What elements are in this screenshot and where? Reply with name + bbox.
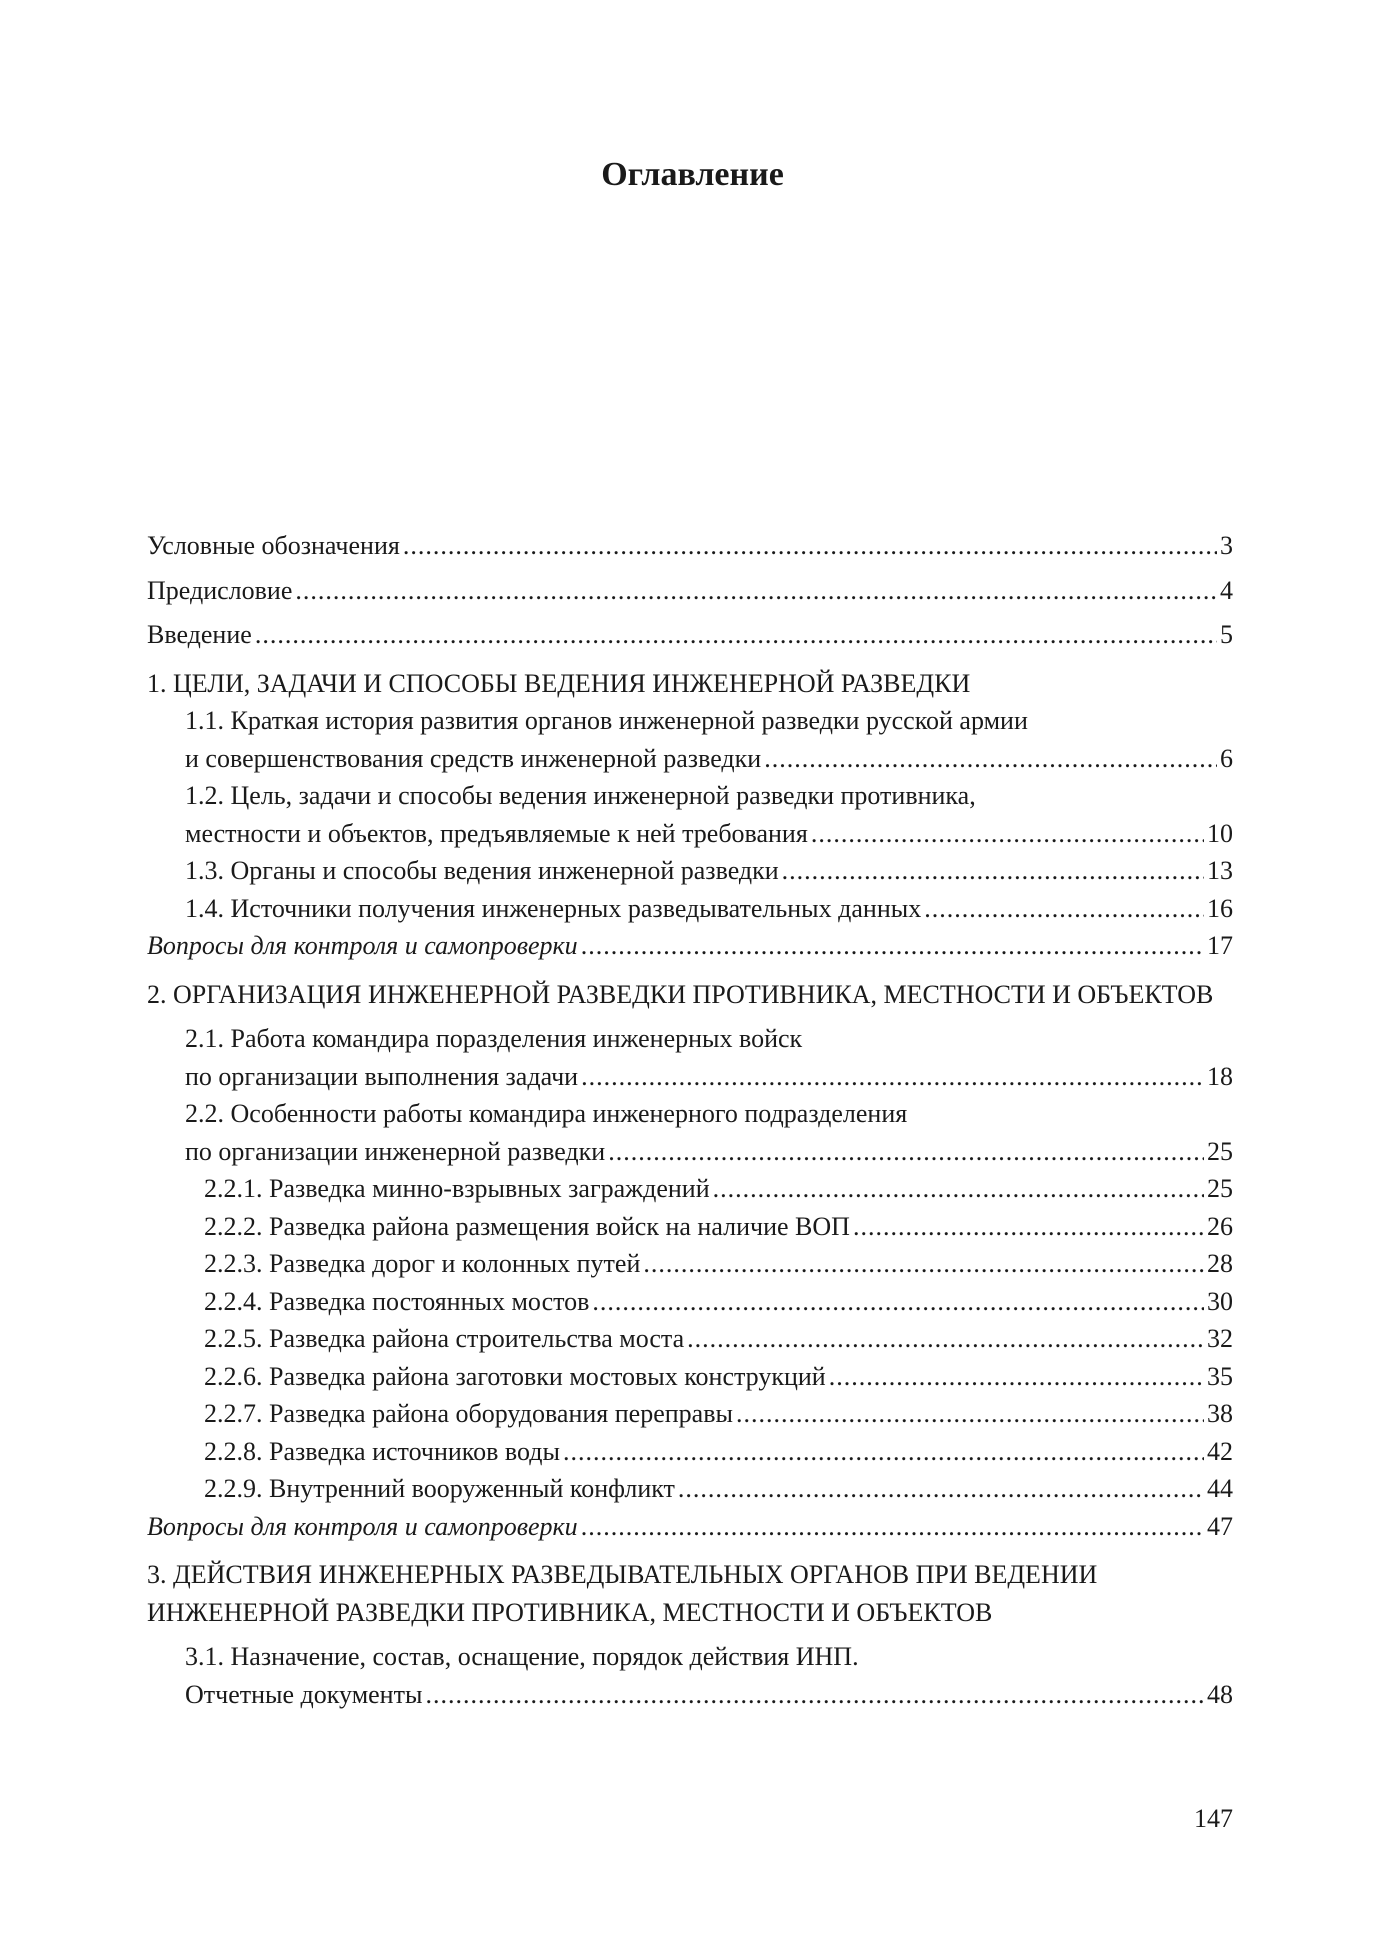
toc-entry-page: 25	[1207, 1174, 1233, 1203]
toc-chapter-title: ИНЖЕНЕРНОЙ РАЗВЕДКИ ПРОТИВНИКА, МЕСТНОСТИ И ОБЪЕКТОВ	[147, 1597, 993, 1627]
toc-entry	[147, 527, 1233, 565]
toc-entry-page: 44	[1207, 1474, 1233, 1503]
toc-entry-page: 13	[1207, 856, 1233, 885]
toc-entry-title: 2.2.8. Разведка источников воды	[204, 1436, 560, 1466]
dot-leader	[643, 1245, 1204, 1283]
toc-entry-title: 2.2.4. Разведка постоянных мостов	[204, 1286, 590, 1316]
dot-leader	[782, 852, 1204, 890]
toc-entry-page: 42	[1207, 1436, 1233, 1466]
toc-entry	[147, 1433, 1233, 1471]
toc-entry-title: и совершенствования средств инженерной разведки	[185, 743, 762, 773]
toc-entry-page: 10	[1207, 818, 1233, 848]
toc-entry-line	[147, 702, 1233, 740]
toc-entry-page: 16	[1207, 893, 1233, 923]
toc-entry-page: 32	[1207, 1324, 1233, 1353]
toc-entry-title: 2.1. Работа командира поразделения инженерных войск	[185, 1024, 803, 1053]
dot-leader	[295, 572, 1217, 610]
toc-entry-title: 2.2. Особенности работы командира инженерного подразделения	[185, 1099, 908, 1128]
dot-leader	[563, 1433, 1204, 1471]
dot-leader	[403, 527, 1217, 565]
toc-entry-page: 38	[1207, 1399, 1233, 1428]
toc-entry-title: 2.2.6. Разведка района заготовки мостовых конструкций	[204, 1361, 826, 1391]
dot-leader	[687, 1320, 1204, 1358]
toc-entry-page: 17	[1207, 931, 1233, 960]
dot-leader	[924, 890, 1204, 928]
toc-entry-title: по организации инженерной разведки	[185, 1136, 606, 1166]
toc-entry-page: 48	[1207, 1679, 1233, 1709]
toc-entry-title: Отчетные документы	[185, 1679, 423, 1709]
dot-leader	[811, 815, 1204, 853]
dot-leader	[425, 1676, 1204, 1714]
toc-entry-page: 3	[1220, 531, 1233, 560]
toc-chapter-heading	[147, 1556, 1233, 1594]
toc-entry-title: 2.2.5. Разведка района строительства моста	[204, 1324, 685, 1353]
toc-entry	[147, 1508, 1233, 1546]
toc-entry	[147, 616, 1233, 654]
dot-leader	[581, 1508, 1204, 1546]
toc-entry-title: местности и объектов, предъявляемые к ней требования	[185, 818, 808, 848]
toc-entry-page: 30	[1207, 1286, 1233, 1316]
dot-leader	[581, 1058, 1204, 1096]
toc-entry-title: Вопросы для контроля и самопроверки	[147, 1511, 578, 1541]
toc-entry-title: 2.2.2. Разведка района размещения войск на наличие ВОП	[204, 1211, 850, 1241]
toc-entry-title: 2.2.9. Внутренний вооруженный конфликт	[204, 1474, 675, 1503]
toc-entry	[147, 1058, 1233, 1096]
toc-entry	[147, 1395, 1233, 1433]
dot-leader	[736, 1395, 1204, 1433]
toc-entry-page: 5	[1220, 620, 1233, 649]
toc-entry-page: 4	[1220, 575, 1233, 605]
toc-entry-title: 1.2. Цель, задачи и способы ведения инженерной разведки противника,	[185, 781, 976, 810]
dot-leader	[764, 740, 1217, 778]
toc-entry-line	[147, 1638, 1233, 1676]
toc-chapter-title: 3. ДЕЙСТВИЯ ИНЖЕНЕРНЫХ РАЗВЕДЫВАТЕЛЬНЫХ ОРГАНОВ ПРИ ВЕДЕНИИ	[147, 1560, 1098, 1589]
toc-entry-title: Условные обозначения	[147, 531, 400, 560]
toc-entry	[147, 1470, 1233, 1508]
toc-entry-page: 25	[1207, 1136, 1233, 1166]
toc-entry	[147, 815, 1233, 853]
toc-entry	[147, 572, 1233, 610]
toc-entry	[147, 927, 1233, 965]
dot-leader	[592, 1283, 1204, 1321]
toc-entry	[147, 1676, 1233, 1714]
dot-leader	[713, 1170, 1204, 1208]
toc-entry-page: 35	[1207, 1361, 1233, 1391]
toc-entry	[147, 852, 1233, 890]
toc-entry	[147, 1320, 1233, 1358]
toc-entry	[147, 1283, 1233, 1321]
toc-entry-line	[147, 1020, 1233, 1058]
toc-entry-page: 6	[1220, 743, 1233, 773]
toc-entry-title: 2.2.3. Разведка дорог и колонных путей	[204, 1249, 641, 1278]
page-title: Оглавление	[601, 156, 784, 193]
toc-entry-title: Предисловие	[147, 575, 293, 605]
dot-leader	[255, 616, 1217, 654]
dot-leader	[853, 1208, 1204, 1246]
dot-leader	[581, 927, 1204, 965]
toc-entry-page: 47	[1207, 1511, 1233, 1541]
toc-chapter-heading	[147, 665, 1233, 703]
dot-leader	[829, 1358, 1204, 1396]
toc-entry-line	[147, 1095, 1233, 1133]
dot-leader	[608, 1133, 1204, 1171]
toc-entry-title: 1.3. Органы и способы ведения инженерной разведки	[185, 856, 779, 885]
toc-entry	[147, 1208, 1233, 1246]
toc-chapter-title: 2. ОРГАНИЗАЦИЯ ИНЖЕНЕРНОЙ РАЗВЕДКИ ПРОТИВНИКА, МЕСТНОСТИ И ОБЪЕКТОВ	[147, 979, 1214, 1009]
toc-chapter-title: 1. ЦЕЛИ, ЗАДАЧИ И СПОСОБЫ ВЕДЕНИЯ ИНЖЕНЕРНОЙ РАЗВЕДКИ	[147, 668, 971, 698]
toc-entry-title: 1.1. Краткая история развития органов инженерной разведки русской армии	[185, 706, 1028, 735]
toc-entry-page: 18	[1207, 1061, 1233, 1091]
toc-entry-title: 2.2.7. Разведка района оборудования переправы	[204, 1399, 733, 1428]
dot-leader	[678, 1470, 1204, 1508]
toc-entry	[147, 1133, 1233, 1171]
toc-entry	[147, 740, 1233, 778]
toc-entry-page: 28	[1207, 1249, 1233, 1278]
page-number: 147	[1194, 1804, 1233, 1833]
toc-entry-page: 26	[1207, 1211, 1233, 1241]
toc-entry-title: Вопросы для контроля и самопроверки	[147, 931, 578, 960]
toc-entry-title: 3.1. Назначение, состав, оснащение, порядок действия ИНП.	[185, 1642, 859, 1671]
toc-entry	[147, 890, 1233, 928]
toc-entry-title: Введение	[147, 620, 252, 649]
toc-entry	[147, 1245, 1233, 1283]
toc-entry-title: по организации выполнения задачи	[185, 1061, 579, 1091]
toc-entry-title: 1.4. Источники получения инженерных разведывательных данных	[185, 893, 922, 923]
toc-entry	[147, 1170, 1233, 1208]
toc-entry-title: 2.2.1. Разведка минно-взрывных заграждений	[204, 1174, 710, 1203]
toc-chapter-heading	[147, 976, 1233, 1014]
toc-entry	[147, 1358, 1233, 1396]
table-of-contents	[147, 527, 1233, 1713]
toc-entry-line	[147, 777, 1233, 815]
toc-chapter-heading	[147, 1594, 1233, 1632]
